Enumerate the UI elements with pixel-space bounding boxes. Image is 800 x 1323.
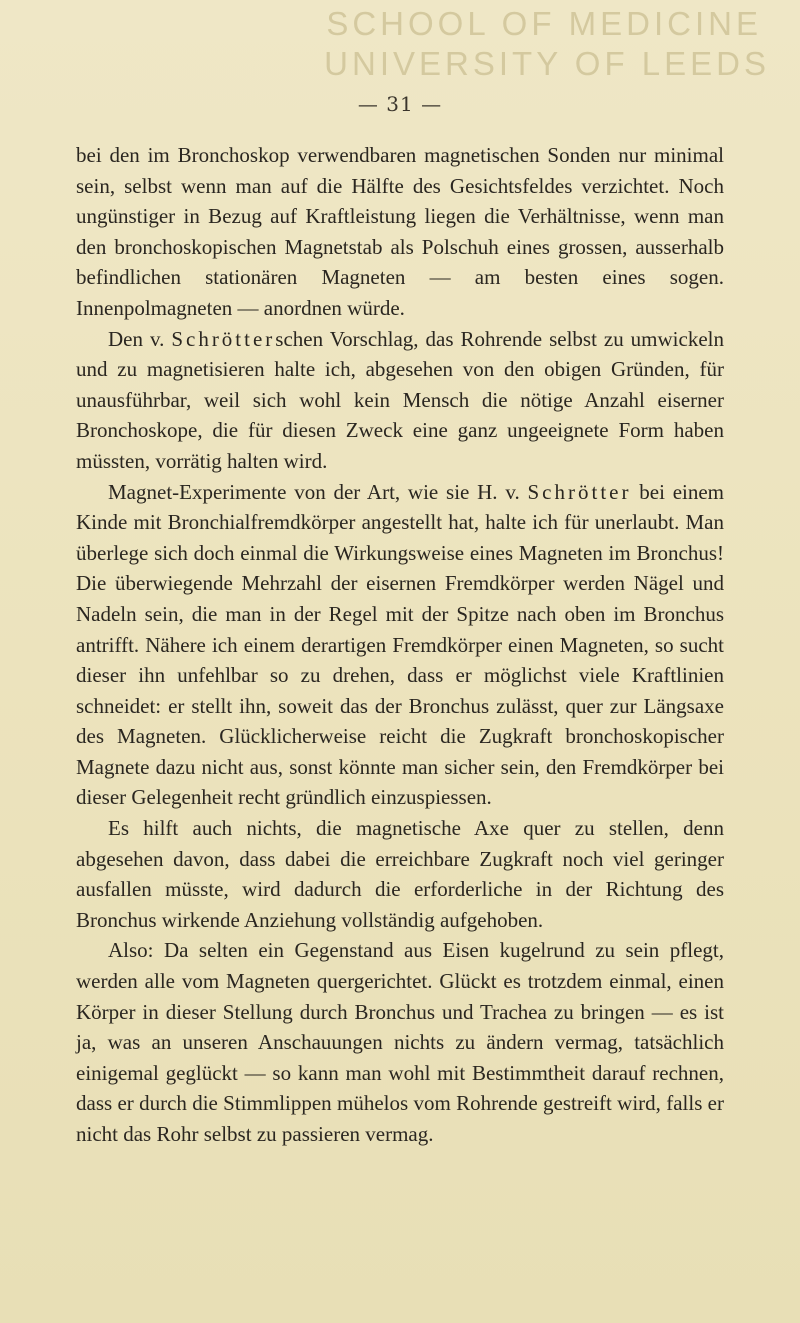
paragraph-4: Es hilft auch nichts, die magnetische Axe quer zu stellen, denn abgesehen davon, dass dabei die erreichbare Zugkraft noch viel geringer ausfallen müsste, wird dadurch die erforderliche in der Richtung des Bronchus wirkende Anziehung vollständig aufgehoben. [76, 816, 724, 932]
paragraph-3-after: bei einem Kinde mit Bronchialfremdkörper angestellt hat, halte ich für unerlaubt. Man überlege sich doch einmal die Wirkungsweise eines Magneten im Bronchus! Die überwiegende Mehrzahl der eisernen Fremdkörper werden Nägel und Nadeln sein, die man in der Regel mit der Spitze nach oben im Bronchus antrifft. Nähere ich einem derartigen Fremdkörper einen Magneten, so sucht dieser ihn unfehlbar so zu drehen, dass er möglichst viele Kraftlinien schneidet: er stellt ihn, soweit das der Bronchus zulässt, quer zur Längsaxe des Magneten. Glücklicherweise reicht die Zugkraft bronchoskopischer Magnete dazu nicht aus, sonst könnte man sicher sein, den Fremdkörper bei dieser Gelegenheit recht gründlich einzuspiessen. [76, 479, 725, 810]
page-number: — 31 — [357, 92, 443, 116]
paragraph-3-before: Magnet-Experimente von der Art, wie sie H. v. [108, 479, 528, 504]
stamp-line-university: UNIVERSITY OF LEEDS [324, 45, 770, 82]
paragraph-2-before: Den v. [108, 326, 172, 351]
paragraph-3 [76, 477, 724, 814]
paragraph-5: Also: Da selten ein Gegenstand aus Eisen kugelrund zu sein pflegt, werden alle vom Magneten quergerichtet. Glückt es trotzdem einmal, einen Körper in dieser Stellung durch Bronchus und Trachea zu bringen — es ist ja, was an unseren Anschauungen nichts zu ändern vermag, tatsächlich einigemal geglückt — so kann man wohl mit Bestimmtheit darauf rechnen, dass er durch die Stimmlippen mühelos vom Rohrende gestreift wird, falls er nicht das Rohr selbst zu passieren vermag. [76, 938, 724, 1146]
author-name-schroetter: Schrötter [171, 326, 276, 351]
library-stamp [324, 0, 770, 84]
paragraph-2-after: schen Vorschlag, das Rohrende selbst zu umwickeln und zu magnetisieren halte ich, abgesehen von den obigen Gründen, für unausführbar, weil sich wohl kein Mensch die nötige Anzahl eiserner Bronchoskope, die für diesen Zweck eine ganz ungeeignete Form haben müssten, vorrätig halten wird. [76, 326, 724, 473]
body-text [76, 140, 724, 1150]
paragraph-1: bei den im Bronchoskop verwendbaren magnetischen Sonden nur minimal sein, selbst wenn man auf die Hälfte des Gesichtsfeldes verzichtet. Noch ungünstiger in Bezug auf Kraftleistung liegen die Verhältnisse, wenn man den bronchoskopischen Magnetstab als Polschuh eines grossen, ausserhalb befindlichen stationären Magneten — am besten eines sogen. Innenpolmagneten — anordnen würde. [76, 143, 724, 320]
stamp-line-school: SCHOOL OF MEDICINE [326, 5, 762, 42]
paragraph-2 [76, 324, 724, 477]
author-name-schroetter-2: Schrötter [527, 479, 632, 504]
